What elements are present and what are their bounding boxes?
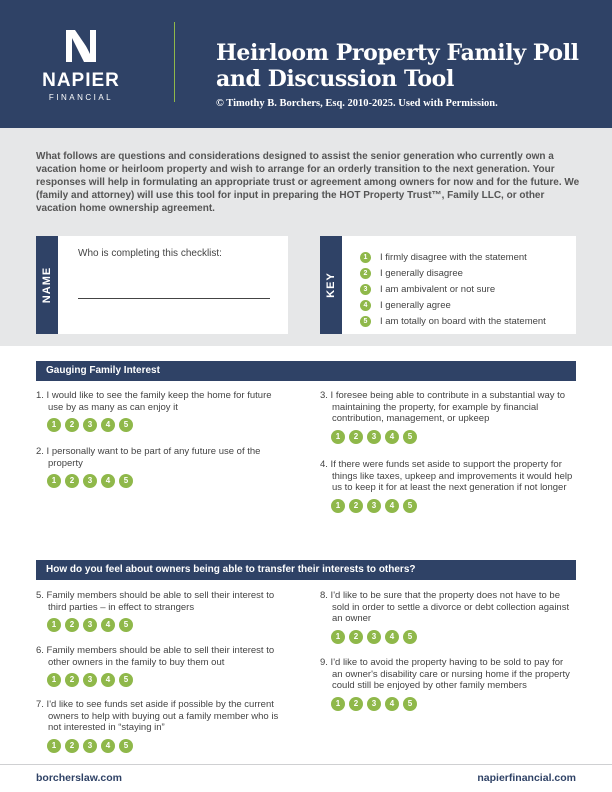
question-2 <box>36 446 276 488</box>
rating-option-2[interactable]: 2 <box>349 499 363 513</box>
rating-group <box>47 673 290 687</box>
rating-option-3[interactable]: 3 <box>83 618 97 632</box>
rating-option-5[interactable]: 5 <box>119 673 133 687</box>
rating-option-1[interactable]: 1 <box>331 630 345 644</box>
rating-group <box>47 739 290 753</box>
rating-group <box>331 697 576 711</box>
rating-option-4[interactable]: 4 <box>101 418 115 432</box>
key-item <box>360 265 546 281</box>
rating-option-2[interactable]: 2 <box>349 430 363 444</box>
question-text: 3. I foresee being able to contribute in a substantial way to maintaining the property, for example by financial contribution, management, or upkeep <box>320 390 566 424</box>
name-label: Who is completing this checklist: <box>78 248 222 259</box>
question-3 <box>320 390 576 444</box>
rating-option-2[interactable]: 2 <box>65 474 79 488</box>
question-7 <box>36 699 290 753</box>
key-tab <box>320 236 342 334</box>
rating-option-5[interactable]: 5 <box>119 418 133 432</box>
footer-rule <box>0 764 612 765</box>
key-number: 4 <box>360 300 371 311</box>
rating-option-2[interactable]: 2 <box>349 697 363 711</box>
key-text: I am totally on board with the statement <box>380 315 546 327</box>
name-tab-label: NAME <box>41 266 53 304</box>
rating-option-3[interactable]: 3 <box>83 739 97 753</box>
rating-option-5[interactable]: 5 <box>119 739 133 753</box>
name-tab <box>36 236 58 334</box>
header-banner <box>0 0 612 128</box>
rating-option-5[interactable]: 5 <box>403 499 417 513</box>
napier-logo-icon <box>64 28 98 64</box>
question-text: 8. I'd like to be sure that the property does not have to be sold in order to settle a divorce or debt collection against an owner <box>320 590 570 624</box>
logo-name: NAPIER <box>42 70 120 91</box>
rating-option-2[interactable]: 2 <box>65 739 79 753</box>
copyright-notice: © Timothy B. Borchers, Esq. 2010-2025. Used with Permission. <box>216 98 498 109</box>
rating-option-1[interactable]: 1 <box>331 430 345 444</box>
logo-subtitle: FINANCIAL <box>48 93 114 102</box>
rating-option-4[interactable]: 4 <box>385 697 399 711</box>
key-item <box>360 281 546 297</box>
rating-option-1[interactable]: 1 <box>331 697 345 711</box>
rating-option-3[interactable]: 3 <box>367 499 381 513</box>
question-1 <box>36 390 276 432</box>
footer-link-borcherslaw[interactable]: borcherslaw.com <box>36 772 122 784</box>
rating-option-4[interactable]: 4 <box>101 739 115 753</box>
rating-option-5[interactable]: 5 <box>403 697 417 711</box>
question-text: 5. Family members should be able to sell their interest to third parties – in effect to strangers <box>36 590 275 613</box>
rating-group <box>331 430 576 444</box>
header-divider <box>174 22 175 102</box>
key-text: I am ambivalent or not sure <box>380 283 496 295</box>
rating-option-1[interactable]: 1 <box>47 739 61 753</box>
key-text: I generally disagree <box>380 267 463 279</box>
question-5 <box>36 590 290 632</box>
rating-group <box>47 474 276 488</box>
section-header-family-interest: Gauging Family Interest <box>36 361 576 381</box>
key-item <box>360 249 546 265</box>
rating-option-1[interactable]: 1 <box>47 474 61 488</box>
rating-option-5[interactable]: 5 <box>403 430 417 444</box>
key-list <box>360 249 546 329</box>
rating-option-3[interactable]: 3 <box>367 697 381 711</box>
rating-option-2[interactable]: 2 <box>65 618 79 632</box>
question-6 <box>36 645 290 687</box>
rating-group <box>47 618 290 632</box>
rating-option-4[interactable]: 4 <box>101 673 115 687</box>
question-9 <box>320 657 576 711</box>
question-text: 6. Family members should be able to sell their interest to other owners in the family to buy them out <box>36 645 275 668</box>
rating-option-1[interactable]: 1 <box>47 418 61 432</box>
name-box <box>36 236 288 334</box>
question-text: 1. I would like to see the family keep the home for future use by as many as can enjoy it <box>36 390 272 413</box>
napier-logo <box>36 28 126 102</box>
rating-option-3[interactable]: 3 <box>83 673 97 687</box>
rating-option-1[interactable]: 1 <box>331 499 345 513</box>
question-text: 4. If there were funds set aside to support the property for things like taxes, upkeep and improvements it would help us to keep it for at least the next generation if not longer <box>320 459 573 493</box>
rating-option-1[interactable]: 1 <box>47 673 61 687</box>
rating-group <box>47 418 276 432</box>
section-header-transfer-interests: How do you feel about owners being able to transfer their interests to others? <box>36 560 576 580</box>
question-text: 2. I personally want to be part of any future use of the property <box>36 446 261 469</box>
key-number: 1 <box>360 252 371 263</box>
name-input-line[interactable] <box>78 298 270 299</box>
key-number: 3 <box>360 284 371 295</box>
rating-option-5[interactable]: 5 <box>119 618 133 632</box>
key-text: I generally agree <box>380 299 451 311</box>
key-box <box>320 236 576 334</box>
question-4 <box>320 459 576 513</box>
rating-option-3[interactable]: 3 <box>367 630 381 644</box>
rating-option-5[interactable]: 5 <box>403 630 417 644</box>
rating-option-1[interactable]: 1 <box>47 618 61 632</box>
rating-option-4[interactable]: 4 <box>385 630 399 644</box>
rating-group <box>331 499 576 513</box>
key-item <box>360 297 546 313</box>
question-text: 7. I'd like to see funds set aside if possible by the current owners to help with buying out a family member who is not interested in “staying in” <box>36 699 279 733</box>
rating-option-4[interactable]: 4 <box>101 618 115 632</box>
rating-option-4[interactable]: 4 <box>101 474 115 488</box>
key-text: I firmly disagree with the statement <box>380 251 527 263</box>
rating-option-2[interactable]: 2 <box>65 673 79 687</box>
key-number: 2 <box>360 268 371 279</box>
rating-option-5[interactable]: 5 <box>119 474 133 488</box>
key-tab-label: KEY <box>325 272 337 298</box>
rating-option-4[interactable]: 4 <box>385 499 399 513</box>
footer-link-napierfinancial[interactable]: napierfinancial.com <box>477 772 576 784</box>
rating-option-3[interactable]: 3 <box>83 418 97 432</box>
title-line-2: and Discussion Tool <box>216 66 454 92</box>
rating-option-2[interactable]: 2 <box>65 418 79 432</box>
question-8 <box>320 590 576 644</box>
key-item <box>360 313 546 329</box>
title-line-1: Heirloom Property Family Poll <box>216 40 579 66</box>
page-title <box>216 40 596 92</box>
rating-group <box>331 630 576 644</box>
rating-option-3[interactable]: 3 <box>367 430 381 444</box>
rating-option-2[interactable]: 2 <box>349 630 363 644</box>
rating-option-3[interactable]: 3 <box>83 474 97 488</box>
key-number: 5 <box>360 316 371 327</box>
rating-option-4[interactable]: 4 <box>385 430 399 444</box>
intro-paragraph: What follows are questions and considerations designed to assist the senior generation who currently own a vacation home or heirloom property and wish to arrange for an orderly transition to the next generation. Your responses will help in formulating an appropriate trust or agreement among owners for now and for the future. We (family and attorney) will use this tool for input in preparing the HOT Property Trust™, Family LLC, or other vacation home ownership agreement. <box>36 151 580 214</box>
question-text: 9. I'd like to avoid the property having to be sold to pay for an owner's disability care or nursing home if the property could still be enjoyed by other family members <box>320 657 570 691</box>
